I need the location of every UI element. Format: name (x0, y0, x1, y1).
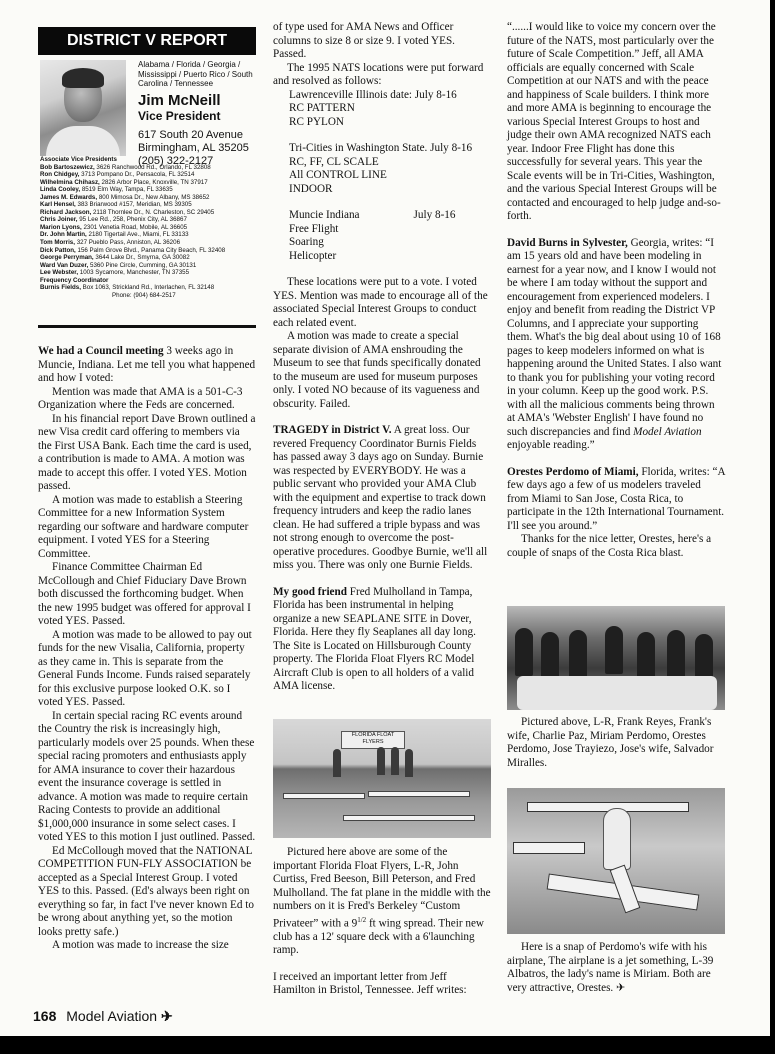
associate-address: 327 Pueblo Pass, Anniston, AL 36206 (76, 239, 181, 247)
frequency-coordinator-address: Box 1063, Strickland Rd., Interlachen, FL 32148 (82, 284, 215, 292)
associate-address: 156 Palm Grove Blvd., Panama City Beach, FL 32408 (77, 246, 226, 254)
associate-row (40, 186, 258, 194)
page-number: 168 (33, 1008, 57, 1024)
col2-paragraph: The 1995 NATS locations were put forward and resolved as follows: (273, 61, 484, 87)
col1-paragraph: A motion was made to increase the size (52, 939, 229, 951)
photo-person (515, 628, 533, 676)
associate-row (40, 239, 258, 247)
column-1 (38, 345, 256, 953)
l39-jet-photo (507, 788, 725, 934)
associate-heading: Associate Vice Presidents (40, 156, 117, 163)
associate-address: 800 Mimosa Dr., New Albany, MS 38652 (98, 193, 210, 201)
col1-paragraph: We had a Council meeting 3 weeks ago in Muncie, Indiana. Let me tell you what happened and how I voted: (38, 345, 256, 384)
float-flyers-sign: FLORIDA FLOAT FLYERS (341, 731, 405, 749)
associate-name: Dr. John Martin, (40, 231, 87, 239)
frequency-coordinator-phone: Phone: (904) 684-2517 (112, 291, 176, 299)
dinner-photo-caption: Pictured above, L-R, Frank Reyes, Frank's wife, Charlie Paz, Miriam Perdomo, Orestes Perdomo, Jose Trayiezo, Jose's wife, Salvador Miralles. (507, 716, 714, 769)
end-mark-icon: ✈ (613, 981, 626, 994)
col3-paragraph: “......I would like to voice my concern over the future of the NATS, most particularly over the future of Scale Competition.” Jeff, all AMA officials are equally concerned with Scale Competition at our NATS and with the peace and happiness of Scale builders. I think more and more AMA is beginning to encourage the various Special Interest Groups to host and judge their own AMA recognized NATS each year. Indoor Free Flight has done this successfully for several years. This year the Scale events will be in Tri-Cities, Washington, and the various Special Interest Groups will be contacted and encouraged to help judge and-so-forth. (507, 21, 721, 222)
airplane-icon: ✈ (160, 1008, 173, 1024)
associate-name: Bob Bartoszewicz, (40, 163, 95, 171)
associate-name: Karl Hensel, (40, 201, 76, 209)
col1-paragraph: In his financial report Dave Brown outlined a new Visa credit card offering to members via the First USA Bank. Each time the card is used, a contribution is made to AMA. A motion was made to accept this offer. I voted YES. Motion passed. (38, 412, 256, 492)
associate-row (40, 194, 258, 202)
page-footer (33, 1008, 173, 1025)
column-2-lower (273, 846, 491, 998)
associate-row (40, 224, 258, 232)
vp-phone: (205) 322-2127 (138, 154, 214, 167)
jet-photo-caption: Here is a snap of Perdomo's wife with his airplane, The airplane is a jet something, L-39 Albatros, the lady's name is Miriam. Both are very attractive, Orestes. ✈ (507, 941, 714, 994)
float-flyers-photo (273, 719, 491, 838)
photo-person (695, 634, 713, 682)
associate-row (40, 247, 258, 255)
seaplane-model (368, 791, 470, 797)
associate-row (40, 209, 258, 217)
vp-portrait-photo (40, 60, 126, 156)
photo-person (605, 626, 623, 674)
frequency-coordinator-heading: Frequency Coordinator (40, 276, 109, 284)
costa-rica-dinner-photo (507, 606, 725, 710)
col2-paragraph: of type used for AMA News and Officer columns to size 8 or size 9. I voted YES. Passed. (273, 21, 455, 60)
col1-paragraph: In certain special racing RC events around the Country the risk is increasingly high, particularly models over 25 pounds. When these special racing promoters and enthusiasts apply for AMA insurance to cover their hazardous event the insurance coverage is settled in advance. A motion was made to require certain Racing Contests to provide an additional $1,000,000 insurance in some select cases. I voted YES to this motion I just outlined. Passed. (38, 709, 256, 843)
header-rule (38, 325, 256, 328)
column-2 (273, 21, 491, 694)
background-plane (513, 842, 585, 854)
associate-name: Chris Joiner, (40, 216, 78, 224)
col1-paragraph: A motion was made to establish a Steering Committee for a new Information System regarding our software and hardware computer equipment. I voted YES for a Steering Committee. (38, 493, 249, 560)
associate-row (40, 216, 258, 224)
associate-address: 3713 Pompano Dr., Pensacola, FL 32514 (81, 171, 195, 179)
seaplane-model (343, 815, 475, 821)
associate-address: 2118 Thornlee Dr., N. Charleston, SC 29405 (92, 208, 215, 216)
associate-address: 383 Briarwood #157, Meridian, MS 39305 (77, 201, 192, 209)
associate-name: Richard Jackson, (40, 208, 92, 216)
associate-name: Dick Patton, (40, 246, 76, 254)
portrait-hair (62, 68, 104, 88)
col1-paragraph: Finance Committee Chairman Ed McCollough and Chief Fiduciary Dave Brown both discussed the forthcoming budget. When the new 1995 budget was offered for approval I voted YES. Passed. (38, 561, 251, 627)
associate-address: 95 Lee Rd., 258, Phenix City, AL 36867 (79, 216, 187, 224)
associate-vp-list (40, 156, 258, 299)
associate-address: 2826 Arbor Place, Knoxville, TN 37917 (101, 178, 208, 186)
photo-person (541, 632, 559, 680)
associate-address: 8519 Elm Way, Tampa, FL 33635 (81, 186, 173, 194)
photo-person (667, 630, 685, 678)
vp-address-line-1: 617 South 20 Avenue (138, 128, 244, 141)
seaplane-model (283, 793, 365, 799)
col1-paragraph: Ed McCollough moved that the NATIONAL COMPETITION FUN-FLY ASSOCIATION be accepted as a Special Interest Group. I voted YES to this. Passed. (Ed's always been right on everything so far, in fact I've never known Ed to be wrong about anything yet, so the motion looks pretty safe.) (38, 844, 254, 938)
associate-name: George Perryman, (40, 254, 94, 262)
council-meeting-lead: We had a Council meeting (38, 345, 164, 357)
tragedy-paragraph: TRAGEDY in District V. A great loss. Our revered Frequency Coordinator Burnis Fields has passed away 3 days ago on Sunday. Burnie was respected by EVERYBODY. He was a public servant who provided your AMA Club with the equipment and expertise to track down frequency intruders and keep the radio lanes clean. He had suffered a triple bypass and was not strong enough to overcome the post-operative procedures. Goodbye Burnie, we'll all miss you. There was only one Burnie Fields. (273, 424, 488, 571)
associate-name: Tom Morris, (40, 239, 75, 247)
seaplane-paragraph: My good friend Fred Mulholland in Tampa, Florida has been instrumental in helping organize a new SEAPLANE SITE in Dover, Florida. Here they fly Seaplanes all day long. The Site is Located on Hillsburough County property. The Florida Float Flyers RC Model Aircraft Club is open to all holders of a valid AMA license. (273, 585, 476, 692)
col1-paragraph: Mention was made that AMA is a 501-C-3 Organization where the Feds are concerned. (38, 385, 243, 411)
col2-paragraph: These locations were put to a vote. I voted YES. Mention was made to encourage all of the associated Special Interest Groups to conduct each related event. (273, 276, 488, 329)
nats-location-tri-cities: Tri-Cities in Washington State. July 8-16 RC, FF, CL SCALE All CONTROL LINE INDOOR (289, 142, 473, 195)
associate-row (40, 254, 258, 262)
nats-location-muncie: Muncie Indiana July 8-16 Free Flight Soaring Helicopter (289, 209, 456, 262)
col2-paragraph: A motion was made to create a special separate division of AMA enshrouding the Museum to see that funds specifically donated to the museum are used for museum purposes only. I voted NO because of its vagueness and obscurity. Failed. (273, 330, 481, 410)
miriam-figure (603, 808, 631, 870)
float-flyers-caption: Pictured here above are some of the important Florida Float Flyers, L-R, John Curtiss, Fred Beeson, Bill Peterson, and Fred Mulholland. The fat plane in the middle with the numbers on it is Fred's Berkeley “Custom Privateer” with a $9^{1/2}$ ft wing spread. Their new club has a 12' square deck with a 6'launching ramp. (273, 846, 491, 957)
jet-caption-block (507, 941, 725, 995)
associate-row (40, 179, 258, 187)
associate-row (40, 262, 258, 270)
district-states: Alabama / Florida / Georgia / Mississippi / Puerto Rico / South Carolina / Tennessee (138, 60, 253, 88)
photo-person (637, 632, 655, 680)
dinner-table (517, 676, 717, 710)
associate-name: Lee Webster, (40, 269, 79, 277)
associate-name: Marion Lyons, (40, 223, 82, 231)
associate-row (40, 164, 258, 172)
associate-name: James M. Edwards, (40, 193, 98, 201)
col1-paragraph: A motion was made to be allowed to pay out funds for the new Visalia, California, property as they came in. This is separate from the General Funds Income. Funds raised separately for this exclusive purpose looked O.K. so I voted YES. Passed. (38, 628, 252, 708)
dinner-caption-block (507, 716, 725, 770)
orestes-letter: Orestes Perdomo of Miami, Florida, writes: “A few days ago a few of us modelers traveled from Miami to San Jose, Costa Rica, to participate in the 12th International Tournament. I'll see you around.” (507, 465, 725, 532)
associate-name: Ron Chidgey, (40, 171, 80, 179)
david-burns-letter: David Burns in Sylvester, Georgia, writes: “I am 15 years old and have been modeling in earnest for a year now, and I know I would not be where I am today without the support and encouragement from experienced modelers. I enjoy and benefit from reading the District VP Columns, and I appreciate your supporting them. What's the big deal about using 10 of 168 pages to keep modelers informed on what is happening around the United States. I also want to thank you for publishing your voting record in your column. Keep up the good work. P.S. with all the malicious comments being thrown at AMA's 'Webster English' I have found no such discrepancies and find Model Aviation enjoyable reading.” (507, 236, 722, 451)
associate-row (40, 171, 258, 179)
nats-location-lawrenceville: Lawrenceville Illinois date: July 8-16 RC PATTERN RC PYLON (289, 88, 457, 128)
associate-address: 2180 Tigertail Ave., Miami, FL 33133 (88, 231, 189, 239)
associate-row (40, 231, 258, 239)
photo-person (405, 749, 413, 777)
associate-name: Ward Van Duzer, (40, 261, 89, 269)
associate-address: 2301 Venetia Road, Mobile, AL 36605 (83, 223, 188, 231)
photo-person (333, 749, 341, 777)
associate-name: Wilhelmina Chihasz, (40, 178, 100, 186)
associate-address: 1003 Sycamore, Manchester, TN 37355 (79, 269, 190, 277)
associate-name: Linda Cooley, (40, 186, 81, 194)
column-3 (507, 21, 725, 560)
photo-person (569, 630, 587, 678)
associate-rows (40, 164, 258, 277)
vp-address-line-2: Birmingham, AL 35205 (138, 141, 249, 154)
associate-row (40, 201, 258, 209)
frequency-coordinator-name: Burnis Fields, (40, 284, 81, 292)
col3-paragraph: Thanks for the nice letter, Orestes, here's a couple of snaps of the Costa Rica blast. (507, 533, 712, 559)
photo-person (391, 747, 399, 775)
district-banner: DISTRICT V REPORT (38, 27, 256, 55)
associate-address: 3644 Lake Dr., Smyrna, GA 30082 (95, 254, 190, 262)
portrait-shirt (46, 126, 120, 156)
vp-name: Jim McNeill (138, 91, 221, 109)
vp-title: Vice President (138, 108, 221, 123)
associate-address: 3626 Ranchwood Rd., Orlando, FL 32808 (96, 163, 211, 171)
frequency-coordinator (40, 284, 258, 292)
vp-contact-block (138, 60, 258, 168)
magazine-name: Model Aviation (66, 1008, 158, 1024)
photo-person (377, 747, 385, 775)
associate-address: 5360 Pine Circle, Cumming, GA 30131 (90, 261, 197, 269)
associate-row (40, 269, 258, 277)
col2-paragraph: I received an important letter from Jeff Hamilton in Bristol, Tennessee. Jeff writes: (273, 970, 467, 997)
